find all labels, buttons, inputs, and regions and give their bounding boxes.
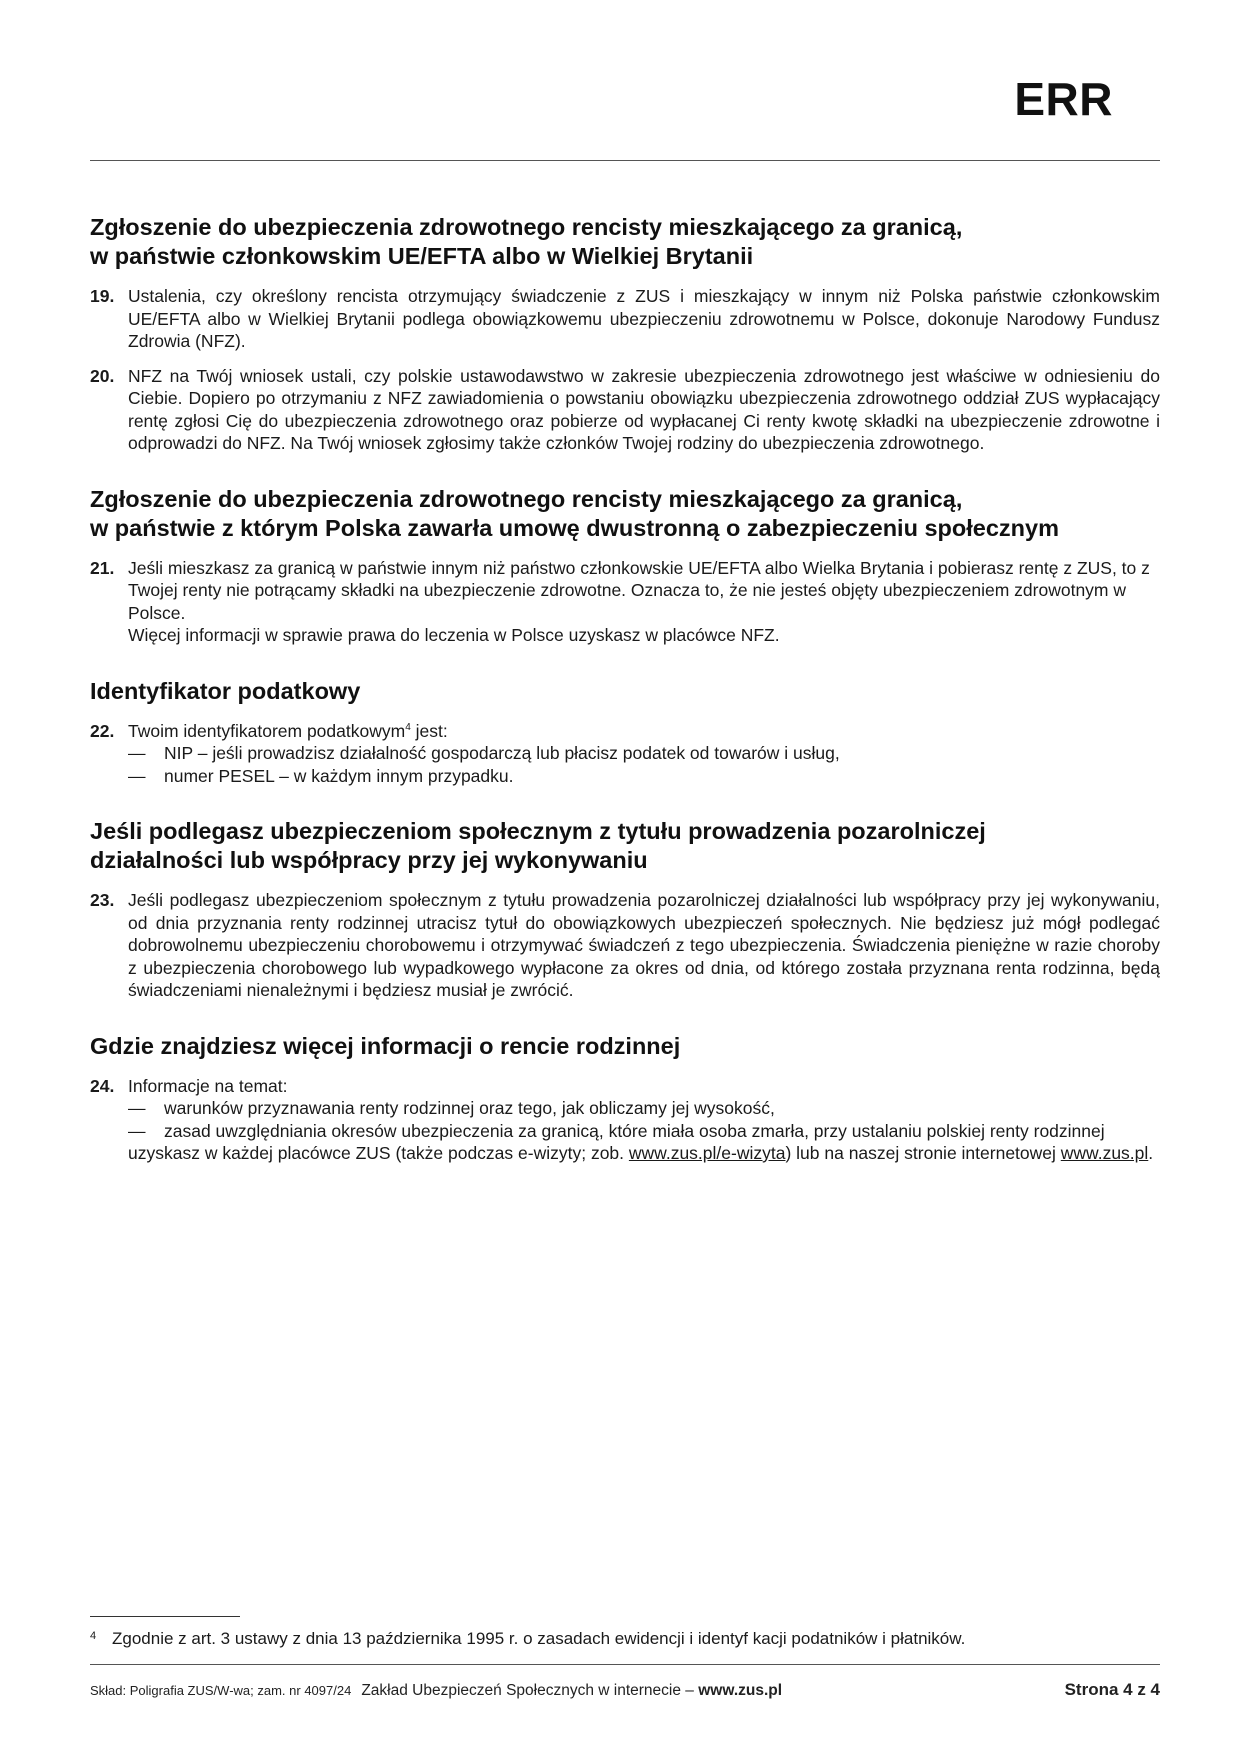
item-number: 23.	[90, 890, 115, 910]
dash-list-item: — NIP – jeśli prowadzisz działalność gospodarczą lub płacisz podatek od towarów i usług,	[128, 743, 840, 763]
section-tax-identifier	[90, 677, 1160, 788]
page-number: Strona 4 z 4	[1064, 1680, 1160, 1699]
item-intro: Informacje na temat:	[128, 1075, 288, 1096]
section-heading: Identyfikator podatkowy	[90, 677, 361, 704]
dash-list-item: — numer PESEL – w każdym innym przypadku.	[128, 765, 514, 786]
list-item	[90, 285, 1160, 353]
list-item	[90, 720, 1160, 788]
dash-mark: —	[128, 765, 146, 786]
item-number: 21.	[90, 557, 115, 578]
item-text: Jeśli podlegasz ubezpieczeniom społecznym z tytułu prowadzenia pozarolniczej działalności lub współpracy przy jej wykonywaniu, od dnia przyznania renty rodzinnej utracisz tytuł do obowiązkowych ubezpieczeń społecznych. Nie będziesz już mógł podlegać dobrowolnemu ubezpieczeniu chorobowemu i otrzymywać świadczeń z tego ubezpieczenia. Świadczenia pieniężne w razie choroby z ubezpieczenia chorobowego lub wypadkowego wypłacone za okres od dnia, od którego została przyznana renta rodzinna, będą świadczeniami nienależnymi i będziesz musiał je zwrócić.	[128, 890, 1160, 1000]
footnote-reference: 4	[405, 721, 411, 733]
e-wizyta-link[interactable]: www.zus.pl/e-wizyta	[628, 1143, 786, 1163]
dash-mark: —	[128, 1120, 146, 1141]
section-health-insurance-eu	[90, 213, 1160, 455]
item-outro: uzyskasz w każdej placówce ZUS (także podczas e-wizyty; zob. www.zus.pl/e-wizyta) lub na naszej stronie internetowej www.zus.pl.	[128, 1143, 1154, 1163]
section-heading: Gdzie znajdziesz więcej informacji o rencie rodzinnej	[90, 1032, 681, 1059]
document-body	[90, 213, 1160, 1195]
page-footer	[90, 1680, 1160, 1700]
footer-website-note: Zakład Ubezpieczeń Społecznych w internecie – www.zus.pl	[361, 1682, 783, 1699]
footer-divider	[90, 1664, 1160, 1665]
list-item	[90, 365, 1160, 455]
section-heading: Zgłoszenie do ubezpieczenia zdrowotnego rencisty mieszkającego za granicą, w państwie z którym Polska zawarła umowę dwustronną o zabezpieczeniu społecznym	[90, 485, 1059, 541]
dash-list-item: — zasad uwzględniania okresów ubezpieczenia za granicą, które miała osoba zmarła, przy ustalaniu polskiej renty rodzinnej	[128, 1120, 1105, 1141]
item-number: 20.	[90, 365, 115, 386]
item-intro: Twoim identyfikatorem podatkowym$^4$ jest:	[128, 720, 448, 741]
footnote-mark: 4	[90, 1630, 97, 1642]
list-item	[90, 1075, 1160, 1165]
dash-mark: —	[128, 743, 146, 763]
item-text: Ustalenia, czy określony rencista otrzymujący świadczenie z ZUS i mieszkający w innym niż Polska państwie członkowskim UE/EFTA albo w Wielkiej Brytanii podlega obowiązkowemu ubezpieczeniu zdrowotnemu w Polsce, dokonuje Narodowy Fundusz Zdrowia (NFZ).	[128, 286, 1160, 351]
section-business-activity	[90, 817, 1160, 1002]
form-code: ERR	[1014, 73, 1113, 125]
dash-list-item: — warunków przyznawania renty rodzinnej oraz tego, jak obliczamy jej wysokość,	[128, 1098, 775, 1118]
item-number: 22.	[90, 720, 115, 741]
item-number: 19.	[90, 286, 115, 306]
print-info: Skład: Poligrafia ZUS/W-wa; zam. nr 4097/24	[90, 1683, 352, 1698]
list-item	[90, 557, 1160, 647]
section-health-insurance-bilateral	[90, 485, 1160, 647]
section-heading: Jeśli podlegasz ubezpieczeniom społecznym z tytułu prowadzenia pozarolniczej działalności lub współpracy przy jej wykonywaniu	[90, 818, 986, 873]
footnote	[90, 1628, 1160, 1650]
item-text: Jeśli mieszkasz za granicą w państwie innym niż państwo członkowskie UE/EFTA albo Wielka Brytania i pobierasz rentę z ZUS, to z Twojej renty nie potrącamy składki na ubezpieczenie zdrowotne. Oznacza to, że nie jesteś objęty ubezpieczeniem zdrowotnym w Polsce.	[128, 557, 1150, 623]
item-text: Więcej informacji w sprawie prawa do leczenia w Polsce uzyskasz w placówce NFZ.	[128, 625, 780, 645]
dash-mark: —	[128, 1098, 146, 1118]
footnote-divider	[90, 1616, 240, 1617]
list-item	[90, 889, 1160, 1002]
item-number: 24.	[90, 1075, 115, 1096]
section-heading: Zgłoszenie do ubezpieczenia zdrowotnego rencisty mieszkającego za granicą, w państwie członkowskim UE/EFTA albo w Wielkiej Brytanii	[90, 214, 963, 269]
item-text: NFZ na Twój wniosek ustali, czy polskie ustawodawstwo w zakresie ubezpieczenia zdrowotnego jest właściwe w odniesieniu do Ciebie. Dopiero po otrzymaniu z NFZ zawiadomienia o powstaniu obowiązku ubezpieczenia zdrowotnego oddział ZUS wypłacający rentę zgłosi Cię do ubezpieczenia zdrowotnego oraz pobierze od wypłacanej Ci renty kwotę składki na ubezpieczenie zdrowotne i odprowadzi do NFZ. Na Twój wniosek zgłosimy także członków Twojej rodziny do ubezpieczenia zdrowotnego.	[128, 365, 1160, 453]
header-divider	[90, 160, 1160, 161]
footer-website-link[interactable]: www.zus.pl	[698, 1682, 783, 1699]
section-more-information	[90, 1032, 1160, 1165]
footnote-text: Zgodnie z art. 3 ustawy z dnia 13 października 1995 r. o zasadach ewidencji i identyf kacji podatników i płatników.	[112, 1629, 966, 1648]
zus-website-link[interactable]: www.zus.pl	[1060, 1143, 1149, 1163]
